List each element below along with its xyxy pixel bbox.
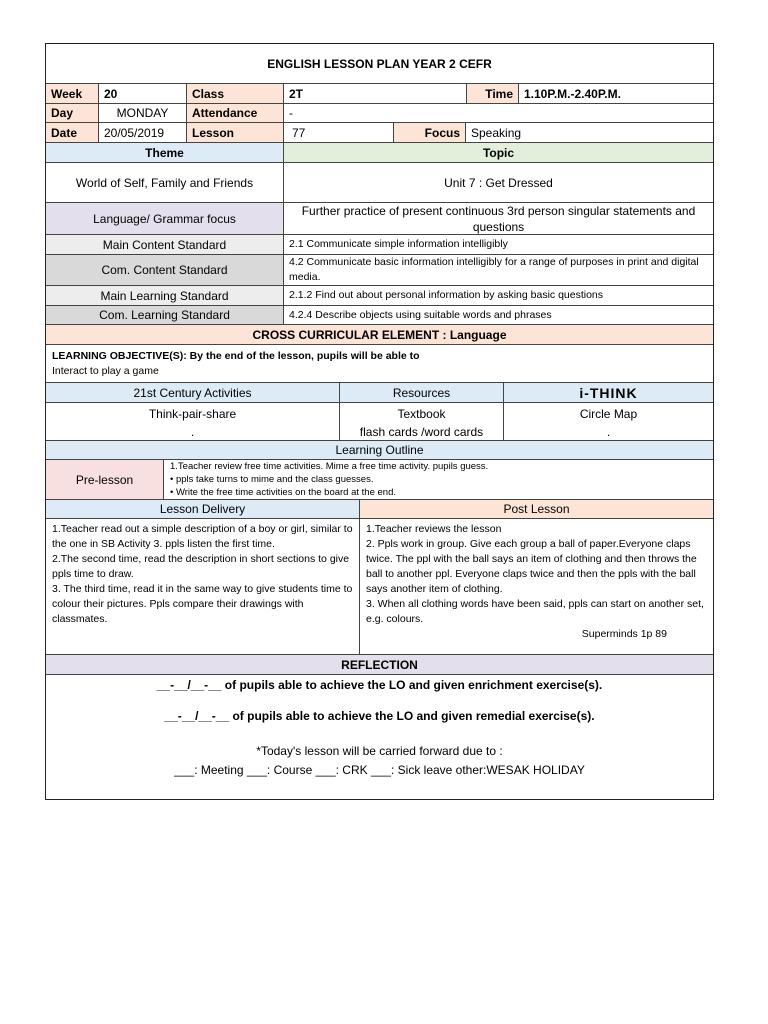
- activities-row: [46, 403, 713, 441]
- attendance-label: Attendance: [187, 104, 284, 122]
- day-label: Day: [46, 104, 99, 122]
- reflection-body: [46, 675, 713, 799]
- pre-lesson-step-3: • Write the free time activities on the board at the end.: [170, 487, 396, 498]
- theme-topic-header-row: [46, 143, 713, 163]
- com-learning-label: Com. Learning Standard: [46, 306, 284, 324]
- activities-cell: [46, 403, 340, 440]
- grammar-label: Language/ Grammar focus: [46, 203, 284, 234]
- theme-value: World of Self, Family and Friends: [46, 163, 284, 202]
- lesson-plan-sheet: [45, 43, 714, 800]
- learning-outline-row: [46, 441, 713, 460]
- delivery-step-1: 1.Teacher read out a simple description of a boy or girl, similar to the one in SB Activity 3. ppls listen the first time.: [52, 523, 353, 550]
- objective-block: [46, 345, 713, 382]
- post-content: [360, 519, 713, 654]
- carried-forward-reasons: ___: Meeting ___: Course ___: CRK ___: Sick leave other:WESAK HOLIDAY: [174, 763, 585, 777]
- resource-1: Textbook: [397, 407, 446, 421]
- attendance-value: -: [289, 106, 293, 120]
- delivery-step-2: 2.The second time, read the description in short sections to give ppls time to draw.: [52, 553, 350, 580]
- cross-curricular-label: CROSS CURRICULAR ELEMENT : Language: [252, 327, 507, 342]
- com-content-row: [46, 255, 713, 286]
- post-step-3: 3. When all clothing words have been said, ppls can start on another set, e.g. colours.: [366, 598, 704, 625]
- delivery-label: Lesson Delivery: [46, 500, 360, 518]
- activities-label: 21st Century Activities: [46, 383, 340, 402]
- com-content-value: 4.2 Communicate basic information intelligibly for a range of purposes in print and digital media.: [289, 256, 699, 283]
- resource-2: flash cards /word cards: [359, 425, 484, 439]
- class-label: Class: [187, 84, 284, 103]
- post-step-1: 1.Teacher reviews the lesson: [366, 523, 502, 535]
- theme-label: Theme: [46, 143, 284, 162]
- resources-label: Resources: [340, 383, 504, 402]
- pre-lesson-label: Pre-lesson: [46, 460, 164, 499]
- week-label: Week: [46, 84, 99, 103]
- delivery-content: [46, 519, 360, 654]
- reflection-remedial: __-__/__-__ of pupils able to achieve the LO and given remedial exercise(s).: [164, 709, 595, 723]
- focus-value: Speaking: [471, 125, 522, 140]
- resources-cell: [340, 403, 504, 440]
- day-row: [46, 104, 713, 123]
- ithink-cell: [504, 403, 713, 440]
- post-reference: Superminds 1p 89: [581, 628, 667, 640]
- ithink-logo: i-THINK: [579, 384, 638, 401]
- com-content-label: Com. Content Standard: [46, 255, 284, 285]
- objective-heading: LEARNING OBJECTIVE(S): By the end of the lesson, pupils will be able to: [52, 350, 420, 362]
- pre-lesson-content: [164, 460, 713, 499]
- title-row: [46, 44, 713, 84]
- topic-value: Unit 7 : Get Dressed: [444, 175, 553, 190]
- main-content-row: [46, 235, 713, 255]
- reflection-header-row: [46, 655, 713, 675]
- activity-1: Think-pair-share: [148, 407, 237, 421]
- main-learning-label: Main Learning Standard: [46, 286, 284, 305]
- theme-topic-row: [46, 163, 713, 203]
- date-row: [46, 123, 713, 143]
- main-learning-row: [46, 286, 713, 306]
- day-value: MONDAY: [99, 104, 187, 122]
- reflection-label: REFLECTION: [341, 657, 418, 672]
- cross-curricular-row: [46, 325, 713, 345]
- main-learning-value: 2.1.2 Find out about personal information by asking basic questions: [289, 289, 604, 301]
- time-label: Time: [467, 84, 519, 103]
- carried-forward-text: *Today's lesson will be carried forward due to :: [256, 744, 503, 758]
- focus-label: Focus: [394, 123, 466, 142]
- post-label: Post Lesson: [360, 500, 713, 518]
- delivery-step-3: 3. The third time, read it in the same way to give students time to colour their pictures. Ppls compare their drawings with classmates.: [52, 583, 353, 625]
- lesson-value: 77: [284, 123, 394, 142]
- class-value: 2T: [284, 84, 467, 103]
- pre-lesson-row: [46, 460, 713, 500]
- time-value: 1.10P.M.-2.40P.M.: [524, 86, 621, 101]
- ithink-2: .: [606, 425, 611, 439]
- objective-row: [46, 345, 713, 383]
- main-content-value: 2.1 Communicate simple information intelligibly: [289, 238, 508, 250]
- objective-text: Interact to play a game: [52, 365, 159, 377]
- pre-lesson-step-1: 1.Teacher review free time activities. Mime a free time activity. pupils guess.: [170, 461, 489, 472]
- topic-label: Topic: [284, 143, 713, 162]
- main-content-label: Main Content Standard: [46, 235, 284, 254]
- delivery-row: [46, 519, 713, 655]
- com-learning-row: [46, 306, 713, 325]
- date-label: Date: [46, 123, 99, 142]
- learning-outline-label: Learning Outline: [335, 443, 424, 457]
- lesson-label: Lesson: [187, 123, 284, 142]
- reflection-enrichment: __-__/__-__ of pupils able to achieve the LO and given enrichment exercise(s).: [156, 678, 603, 692]
- activity-2: .: [190, 425, 195, 439]
- delivery-header-row: [46, 500, 713, 519]
- week-value: 20: [99, 84, 187, 103]
- page-title: ENGLISH LESSON PLAN YEAR 2 CEFR: [267, 56, 492, 71]
- activities-header-row: [46, 383, 713, 403]
- ithink-1: Circle Map: [579, 407, 638, 421]
- post-step-2: 2. Ppls work in group. Give each group a ball of paper.Everyone claps twice. The ppl with the ball says an item of clothing and then throws the ball to another ppl. Everyone claps twice and then the ppls with the ball says another item of clothing.: [366, 538, 697, 595]
- grammar-value: Further practice of present continuous 3rd person singular statements and questions: [301, 203, 696, 234]
- pre-lesson-step-2: • ppls take turns to mime and the class guesses.: [170, 474, 374, 485]
- date-value: 20/05/2019: [99, 123, 187, 142]
- com-learning-value: 4.2.4 Describe objects using suitable words and phrases: [289, 308, 552, 321]
- grammar-row: [46, 203, 713, 235]
- week-row: [46, 84, 713, 104]
